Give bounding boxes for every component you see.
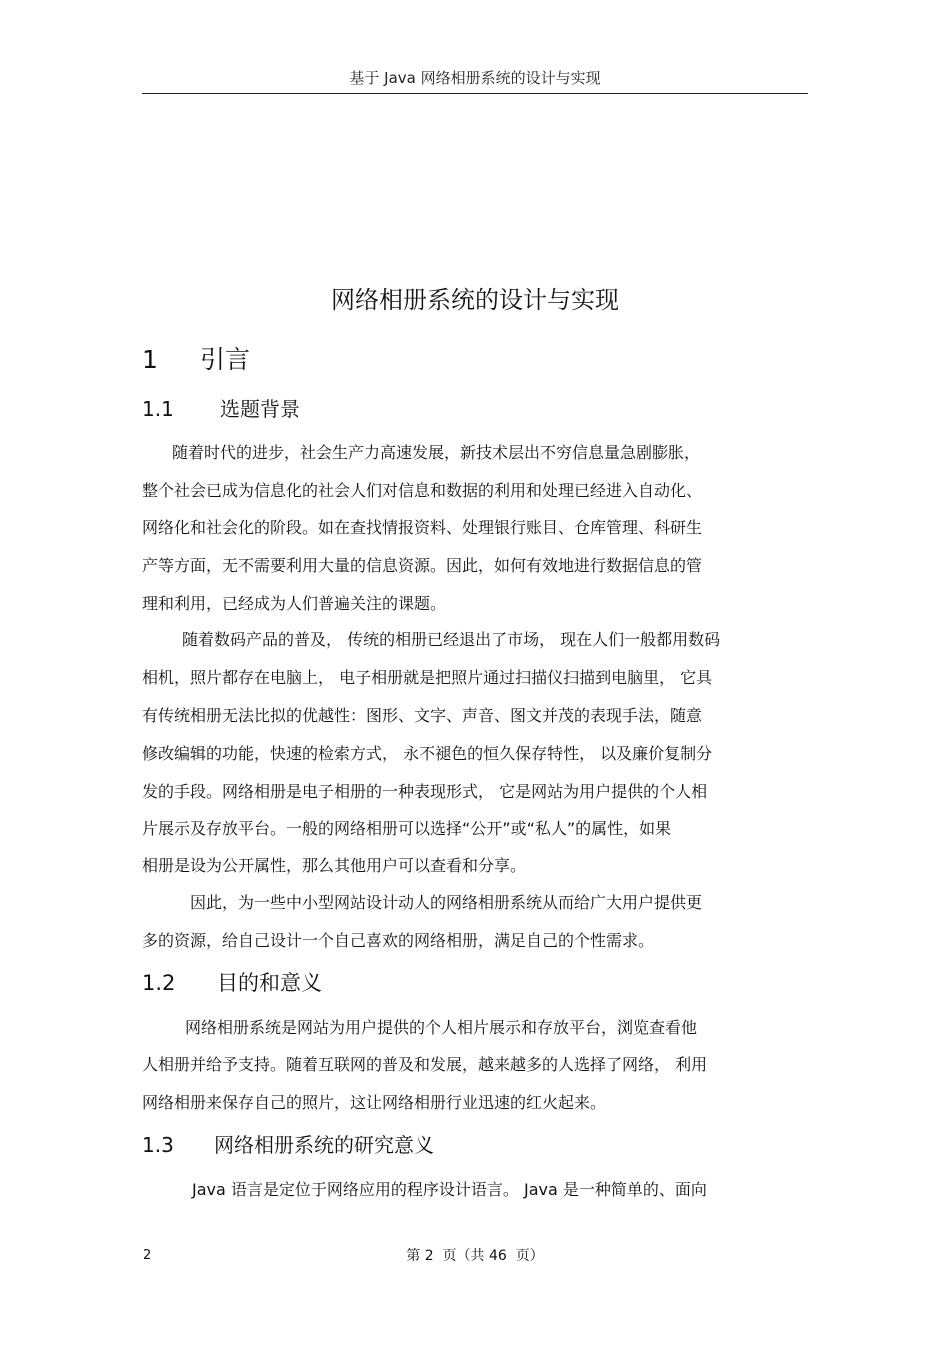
paragraph-line: 人相册并给予支持。随着互联网的普及和发展，越来越多的人选择了网络， 利用 [142,1055,708,1074]
section-number: 1.2 [142,971,176,995]
section-number: 1.1 [142,397,174,421]
paragraph-line: 修改编辑的功能，快速的检索方式， 永不褪色的恒久保存特性， 以及廉价复制分 [142,744,713,763]
paragraph-line: 整个社会已成为信息化的社会人们对信息和数据的利用和处理已经进入自动化、 [142,481,703,500]
paragraph-line: 有传统相册无法比拟的优越性：图形、文字、声音、图文并茂的表现手法，随意 [142,706,703,725]
section-title: 目的和意义 [217,971,322,995]
paragraph-line: 产等方面，无不需要利用大量的信息资源。因此，如何有效地进行数据信息的管 [142,556,703,575]
paragraph-line: 因此，为一些中小型网站设计动人的网络相册系统从而给广大用户提供更 [190,893,703,912]
paragraph-line: 多的资源，给自己设计一个自己喜欢的网络相册，满足自己的个性需求。 [142,931,655,950]
chapter-title: 引言 [200,345,251,374]
paragraph-line: 网络相册来保存自己的照片，这让网络相册行业迅速的红火起来。 [142,1093,607,1112]
chapter-heading [142,342,250,378]
paragraph-line: 相机，照片都存在电脑上， 电子相册就是把照片通过扫描仪扫描到电脑里， 它具 [142,668,713,687]
section-title: 选题背景 [220,397,300,421]
section-number: 1.3 [142,1133,174,1157]
paragraph-line: Java 语言是定位于网络应用的程序设计语言。 Java 是一种简单的、面向 [192,1180,707,1199]
paragraph-line: 网络化和社会化的阶段。如在查找情报资料、处理银行账目、仓库管理、科研生 [142,518,703,537]
paragraph-line: 片展示及存放平台。一般的网络相册可以选择“公开”或“私人”的属性，如果 [142,819,672,838]
paragraph-line: 随着时代的进步，社会生产力高速发展，新技术层出不穷信息量急剧膨胀， [172,443,701,462]
paragraph-line: 随着数码产品的普及， 传统的相册已经退出了市场， 现在人们一般都用数码 [182,630,721,649]
footer-page-info: 第 2 页（共 46 页） [406,1248,544,1264]
section-title: 网络相册系统的研究意义 [214,1133,434,1157]
running-header-title: 基于 Java 网络相册系统的设计与实现 [349,69,601,87]
document-title: 网络相册系统的设计与实现 [331,286,619,314]
paragraph-line: 相册是设为公开属性，那么其他用户可以查看和分享。 [142,856,527,875]
section-heading-1-3 [142,1130,434,1160]
paragraph-line: 理和利用，已经成为人们普遍关注的课题。 [142,594,447,613]
chapter-number: 1 [142,345,158,374]
section-heading-1-2 [142,968,322,998]
running-header [142,62,808,94]
footer-page-number: 2 [143,1248,152,1263]
paragraph-line: 发的手段。网络相册是电子相册的一种表现形式， 它是网站为用户提供的个人相 [142,782,708,801]
paragraph-line: 网络相册系统是网站为用户提供的个人相片展示和存放平台，浏览查看他 [185,1018,698,1037]
section-heading-1-1 [142,394,300,424]
